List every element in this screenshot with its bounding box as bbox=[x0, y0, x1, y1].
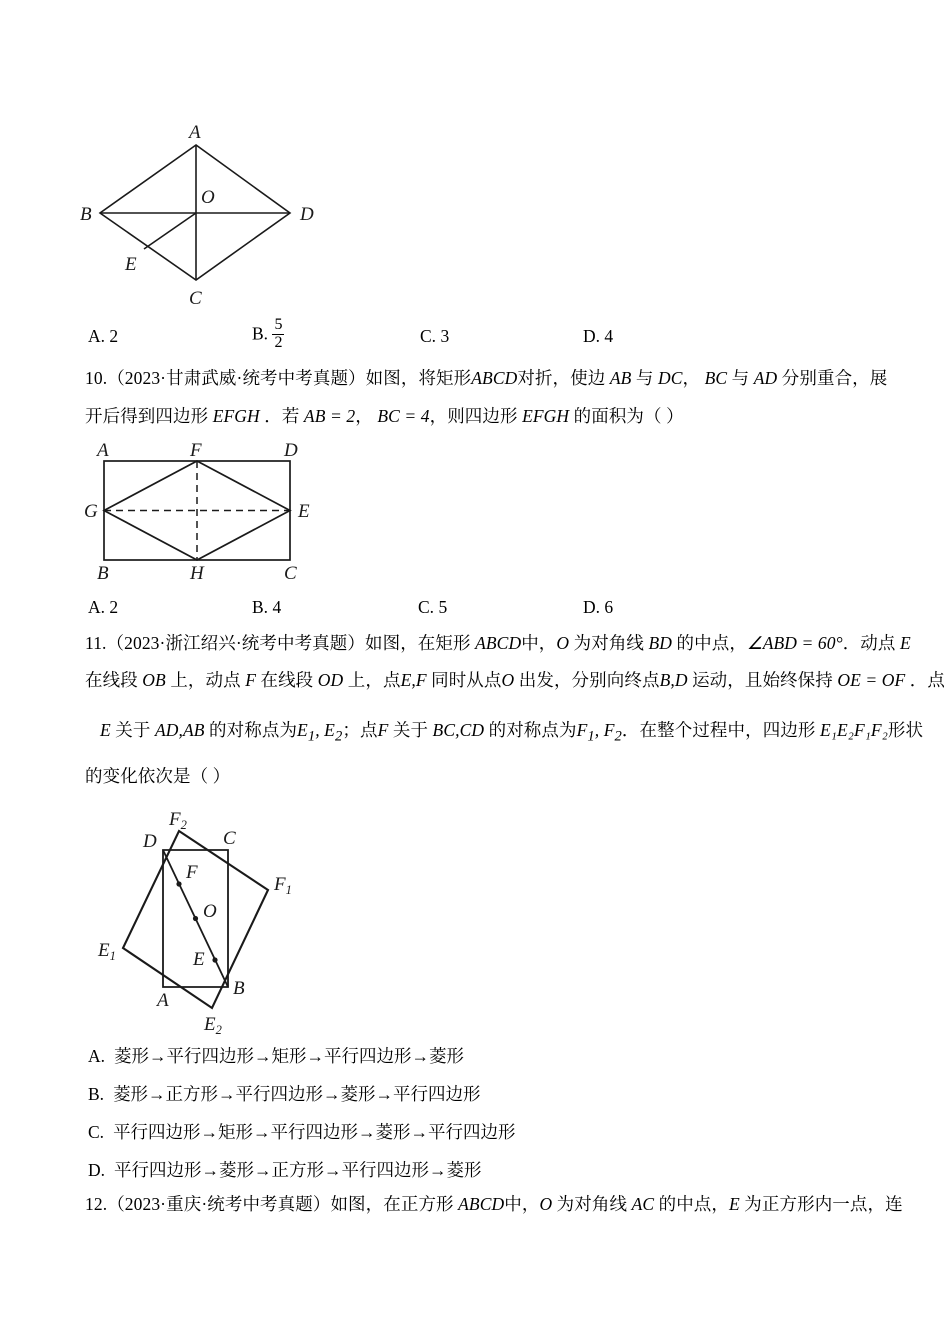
q12-m1: ABCD bbox=[458, 1194, 505, 1214]
q10-m1: ABCD bbox=[471, 368, 518, 388]
label-g: G bbox=[84, 501, 98, 522]
label-f2: $F_2$ bbox=[169, 809, 187, 832]
q11-m13: E bbox=[100, 720, 111, 740]
q11-m6: OB bbox=[142, 670, 166, 690]
option-c[interactable] bbox=[420, 326, 449, 347]
option-c[interactable] bbox=[418, 597, 447, 618]
option-b[interactable] bbox=[252, 597, 281, 618]
q11-t20: 形状 bbox=[887, 720, 924, 740]
q11-t6: 在线段 bbox=[85, 670, 138, 690]
q12-t4: 的中点， bbox=[658, 1194, 730, 1214]
segment-oe bbox=[144, 213, 196, 249]
option-c-label: C. bbox=[420, 326, 437, 346]
q11-m12: OE = OF bbox=[837, 670, 906, 690]
q11-m10: O bbox=[501, 670, 515, 690]
option-b-label: B. bbox=[252, 323, 269, 344]
option-a-label: A. bbox=[88, 326, 106, 346]
choice-d-text: 平行四边形→菱形→正方形→平行四边形→菱形 bbox=[114, 1160, 482, 1180]
label-o: O bbox=[201, 187, 215, 208]
point-o-marker bbox=[193, 916, 198, 921]
label-c: C bbox=[284, 563, 297, 584]
q10-m5: AD bbox=[753, 368, 778, 388]
q11-m4: ∠ABD = 60° bbox=[746, 633, 843, 653]
question-10-source: （2023·甘肃武威·统考中考真题） bbox=[107, 368, 366, 388]
question-10-line-2 bbox=[85, 408, 684, 426]
q11-m8: OD bbox=[317, 670, 344, 690]
q11-t1: 如图，在矩形 bbox=[365, 633, 471, 653]
q11-t3: 为对角线 bbox=[573, 633, 645, 653]
label-d: D bbox=[143, 831, 157, 852]
option-a[interactable] bbox=[88, 326, 118, 347]
q11-t19: ．在整个过程中，四边形 bbox=[621, 720, 816, 740]
question-11-line-3 bbox=[100, 722, 923, 744]
q11-m18b-sub: 2 bbox=[614, 728, 622, 745]
option-c-label: C. bbox=[418, 597, 435, 617]
q11-t9: 上，点 bbox=[347, 670, 401, 690]
q11-m15b-sub: 2 bbox=[334, 728, 343, 745]
question-11-line-2 bbox=[85, 672, 945, 690]
choice-b-label: B. bbox=[88, 1084, 105, 1104]
question-10-line-1 bbox=[85, 370, 887, 388]
q10-t6: 分别重合，展 bbox=[781, 368, 888, 388]
q11-t15: 的对称点为 bbox=[209, 720, 298, 740]
fraction-five-halves bbox=[272, 317, 284, 352]
question-10-options bbox=[0, 597, 950, 625]
label-a: A bbox=[157, 990, 169, 1011]
q11-t12: 运动，且始终保持 bbox=[692, 670, 833, 690]
q11-m16: F bbox=[377, 720, 389, 740]
figure-rhombus-abcd bbox=[70, 118, 330, 308]
q10-t5: 与 bbox=[731, 368, 750, 388]
q11-m14: AD,AB bbox=[154, 720, 205, 740]
option-b[interactable] bbox=[252, 318, 284, 353]
q11-t11: 出发，分别向终点 bbox=[518, 670, 660, 690]
option-d-value: 6 bbox=[604, 597, 614, 617]
q12-m4: E bbox=[729, 1194, 740, 1214]
q11-t14: 关于 bbox=[115, 720, 151, 740]
q10-t10: ，则四边形 bbox=[429, 406, 518, 426]
label-b: B bbox=[233, 978, 245, 999]
label-d: D bbox=[284, 440, 298, 461]
option-c-value: 3 bbox=[440, 326, 450, 346]
question-11-choice-a[interactable] bbox=[88, 1043, 464, 1068]
q10-t4: ， bbox=[682, 368, 701, 388]
q11-m19: E₁E₂F₁F₂ bbox=[820, 720, 888, 740]
q10-m7: AB = 2 bbox=[303, 406, 356, 426]
q11-m15b: , E bbox=[315, 720, 335, 740]
label-e: E bbox=[298, 501, 310, 522]
q10-t9: ， bbox=[355, 406, 373, 426]
q11-t4: 的中点， bbox=[676, 633, 747, 653]
option-a-label: A. bbox=[88, 597, 106, 617]
question-11-source: （2023·浙江绍兴·统考中考真题） bbox=[106, 633, 365, 653]
q11-m11: B,D bbox=[659, 670, 688, 690]
question-12-line-1 bbox=[85, 1196, 903, 1214]
label-e2: $E_2$ bbox=[204, 1014, 222, 1037]
question-10-number: 10. bbox=[85, 368, 108, 388]
q12-m3: AC bbox=[631, 1194, 655, 1214]
q10-m9: EFGH bbox=[522, 406, 570, 426]
fraction-denominator: 2 bbox=[274, 333, 283, 351]
point-e-marker bbox=[212, 957, 217, 962]
choice-c-label: C. bbox=[88, 1122, 105, 1142]
label-f: F bbox=[190, 440, 202, 461]
option-d[interactable] bbox=[583, 326, 613, 347]
question-11-choice-b[interactable] bbox=[88, 1081, 481, 1106]
question-11-line-1 bbox=[85, 635, 911, 653]
q11-t17: 关于 bbox=[392, 720, 429, 740]
label-a: A bbox=[189, 122, 201, 143]
option-d[interactable] bbox=[583, 597, 613, 618]
q11-t13: ．点 bbox=[909, 670, 945, 690]
q10-t3: 与 bbox=[635, 368, 654, 388]
figure-rectangle-abcd-rhombus-efgh bbox=[80, 440, 330, 584]
choice-a-text: 菱形→平行四边形→矩形→平行四边形→菱形 bbox=[114, 1046, 465, 1066]
label-c: C bbox=[223, 828, 236, 849]
q11-t5: ．动点 bbox=[842, 633, 896, 653]
q11-m18: F bbox=[576, 720, 588, 740]
label-b: B bbox=[80, 204, 92, 225]
q11-m3: BD bbox=[648, 633, 673, 653]
q12-t5: 为正方形内一点，连 bbox=[744, 1194, 903, 1214]
q11-m9: E,F bbox=[400, 670, 427, 690]
label-f1: $F_1$ bbox=[274, 874, 292, 897]
choice-d-label: D. bbox=[88, 1160, 106, 1180]
question-11-line-4 bbox=[85, 768, 230, 786]
label-h: H bbox=[190, 563, 204, 584]
q10-m4: BC bbox=[704, 368, 728, 388]
q12-t1: 如图，在正方形 bbox=[330, 1194, 454, 1214]
q10-t2: 对折，使边 bbox=[517, 368, 606, 388]
option-a[interactable] bbox=[88, 597, 118, 618]
q10-t1: 如图，将矩形 bbox=[365, 368, 472, 388]
q12-m2: O bbox=[539, 1194, 553, 1214]
q11-t8: 在线段 bbox=[260, 670, 314, 690]
q11-m5: E bbox=[900, 633, 911, 653]
q10-m3: DC bbox=[658, 368, 683, 388]
q11-m15-sub: 1 bbox=[307, 728, 316, 745]
question-12-number: 12. bbox=[85, 1194, 108, 1214]
choice-a-label: A. bbox=[88, 1046, 106, 1066]
label-b: B bbox=[97, 563, 109, 584]
option-a-value: 2 bbox=[109, 326, 119, 346]
question-12-source: （2023·重庆·统考中考真题） bbox=[107, 1194, 331, 1214]
q11-t7: 上，动点 bbox=[170, 670, 241, 690]
q11-m1: ABCD bbox=[475, 633, 522, 653]
q11-t2: 中， bbox=[521, 633, 557, 653]
option-b-value: 4 bbox=[272, 597, 282, 617]
q10-m6: EFGH bbox=[212, 406, 260, 426]
q12-t3: 为对角线 bbox=[556, 1194, 628, 1214]
question-11-choice-d[interactable] bbox=[88, 1157, 482, 1182]
q11-m17: BC,CD bbox=[432, 720, 485, 740]
question-9-options bbox=[0, 318, 950, 352]
option-d-label: D. bbox=[583, 597, 601, 617]
option-d-value: 4 bbox=[604, 326, 614, 346]
q10-m8: BC = 4 bbox=[377, 406, 430, 426]
q11-t10: 同时从点 bbox=[431, 670, 502, 690]
option-c-value: 5 bbox=[438, 597, 448, 617]
choice-b-text: 菱形→正方形→平行四边形→菱形→平行四边形 bbox=[113, 1084, 481, 1104]
q10-t11: 的面积为（ ） bbox=[573, 406, 684, 426]
fraction-numerator: 5 bbox=[274, 316, 283, 333]
q12-t2: 中， bbox=[504, 1194, 540, 1214]
q11-m15: E bbox=[297, 720, 308, 740]
option-d-label: D. bbox=[583, 326, 601, 346]
label-e1: $E_1$ bbox=[98, 940, 116, 963]
label-f: F bbox=[186, 862, 198, 883]
q11-m18-sub: 1 bbox=[587, 728, 595, 745]
q11-m18b: , F bbox=[594, 720, 615, 740]
label-c: C bbox=[189, 288, 202, 309]
q11-m2: O bbox=[556, 633, 570, 653]
question-11-number: 11. bbox=[85, 633, 107, 653]
label-a: A bbox=[97, 440, 109, 461]
choice-c-text: 平行四边形→矩形→平行四边形→菱形→平行四边形 bbox=[113, 1122, 516, 1142]
q11-t21: 的变化依次是（ ） bbox=[85, 766, 231, 786]
option-a-value: 2 bbox=[109, 597, 119, 617]
q11-t18: 的对称点为 bbox=[488, 720, 577, 740]
label-e: E bbox=[125, 254, 137, 275]
label-e: E bbox=[193, 949, 205, 970]
figure-rotated-quadrilateral-e1e2f1f2 bbox=[75, 808, 325, 1037]
label-o: O bbox=[203, 901, 217, 922]
q11-m7: F bbox=[245, 670, 256, 690]
label-d: D bbox=[300, 204, 314, 225]
option-b-label: B. bbox=[252, 597, 269, 617]
q11-t16: ；点 bbox=[342, 720, 378, 740]
q10-m2: AB bbox=[609, 368, 632, 388]
point-f-marker bbox=[176, 881, 181, 886]
question-11-choice-c[interactable] bbox=[88, 1119, 516, 1144]
q10-t8: ．若 bbox=[264, 406, 300, 426]
q10-t7: 开后得到四边形 bbox=[85, 406, 209, 426]
